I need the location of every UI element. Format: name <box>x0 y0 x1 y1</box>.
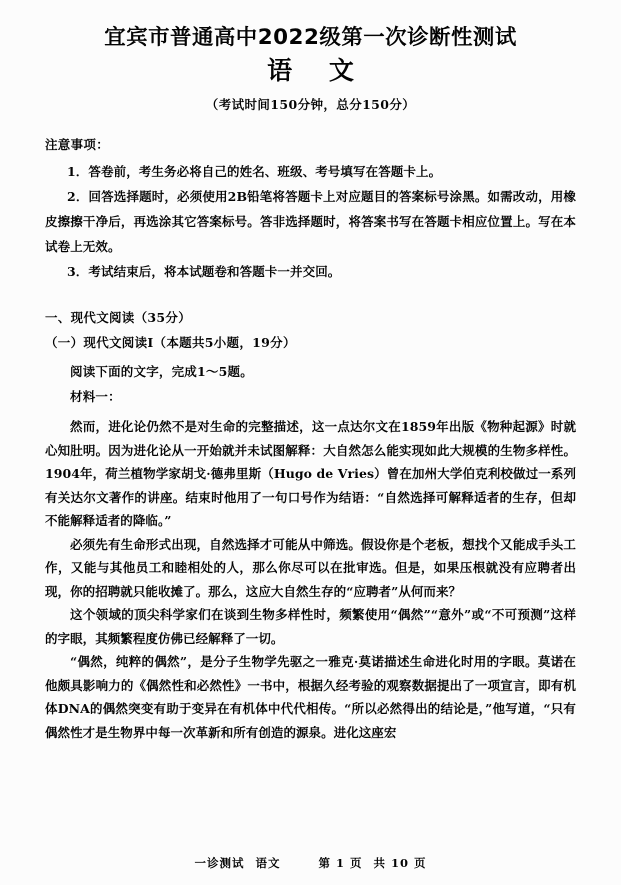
notice-heading: 注意事项： <box>45 137 110 153</box>
subject-title: 语 文 <box>267 56 368 86</box>
footer-page-number: 第 1 页 <box>318 856 363 870</box>
exam-meta: （考试时间150分钟，总分150分） <box>205 97 416 113</box>
footer-exam-name: 一诊测试 <box>194 856 245 870</box>
notice-block <box>45 135 576 284</box>
page-title: 宜宾市普通高中2022级第一次诊断性测试 <box>104 25 517 49</box>
footer-subject: 语文 <box>255 856 281 870</box>
passage-paragraph-3: 这个领域的顶尖科学家们在谈到生物多样性时，频繁使用“偶然”“意外”或“不可预测”这样的字眼，其频繁程度仿佛已经解释了一切。 <box>45 607 576 646</box>
material-label-one: 材料一： <box>70 389 121 404</box>
notice-item-2: 2．回答选择题时，必须使用2B铅笔将答题卡上对应题目的答案标号涂黑。如需改动，用橡皮擦擦干净后，再选涂其它答案标号。答非选择题时，将答案书写在答题卡相应位置上。写在本试卷上无效。 <box>45 189 576 255</box>
section-one <box>45 306 576 409</box>
passage-paragraph-2: 必须先有生命形式出现，自然选择才可能从中筛选。假设你是个老板，想找个又能成手头工作，又能与其他员工和睦相处的人，那么你尽可以在批审选。但是，如果压根就没有应聘者出现，你的招聘就只能收摊了。那么，这应大自然生存的“应聘者”从何而来？ <box>45 536 576 599</box>
reading-instruction: 阅读下面的文字，完成1～5题。 <box>70 364 253 379</box>
subsection-heading-reading-one: （一）现代文阅读Ⅰ（本题共5小题，19分） <box>45 334 296 350</box>
passage-paragraph-4: “偶然，纯粹的偶然”，是分子生物学先驱之一雅克·莫诺描述生命进化时用的字眼。莫诺在他颇具影响力的《偶然性和必然性》一书中，根据久经考验的观察数据提出了一项宣言，即有机体DNA的偶然突变有助于变异在有机体中代代相传。“所以必然得出的结论是，”他写道，“只有偶然性才是生物界中每一次革新和所有创造的源泉。进化这座宏 <box>45 654 576 740</box>
footer-total-pages: 共 10 页 <box>373 856 427 870</box>
page-footer <box>0 855 621 871</box>
notice-item-1: 1．答卷前，考生务必将自己的姓名、班级、考号填写在答题卡上。 <box>67 164 442 180</box>
section-heading-modern-reading: 一、现代文阅读（35分） <box>45 310 191 326</box>
notice-item-3: 3．考试结束后，将本试题卷和答题卡一并交回。 <box>67 264 341 280</box>
passage-paragraph-1: 然而，进化论仍然不是对生命的完整描述，这一点达尔文在1859年出版《物种起源》时就心知肚明。因为进化论从一开始就并未试图解释：大自然怎么能实现如此大规模的生物多样性。1904年，荷兰植物学家胡戈·德弗里斯（Hugo de Vries）曾在加州大学伯克利校做过一系列有关达尔文著作的讲座。结束时他用了一句口号作为结语：“自然选择可解释适者的生存，但却不能解释适者的降临。” <box>45 419 576 528</box>
passage-body <box>45 415 576 744</box>
